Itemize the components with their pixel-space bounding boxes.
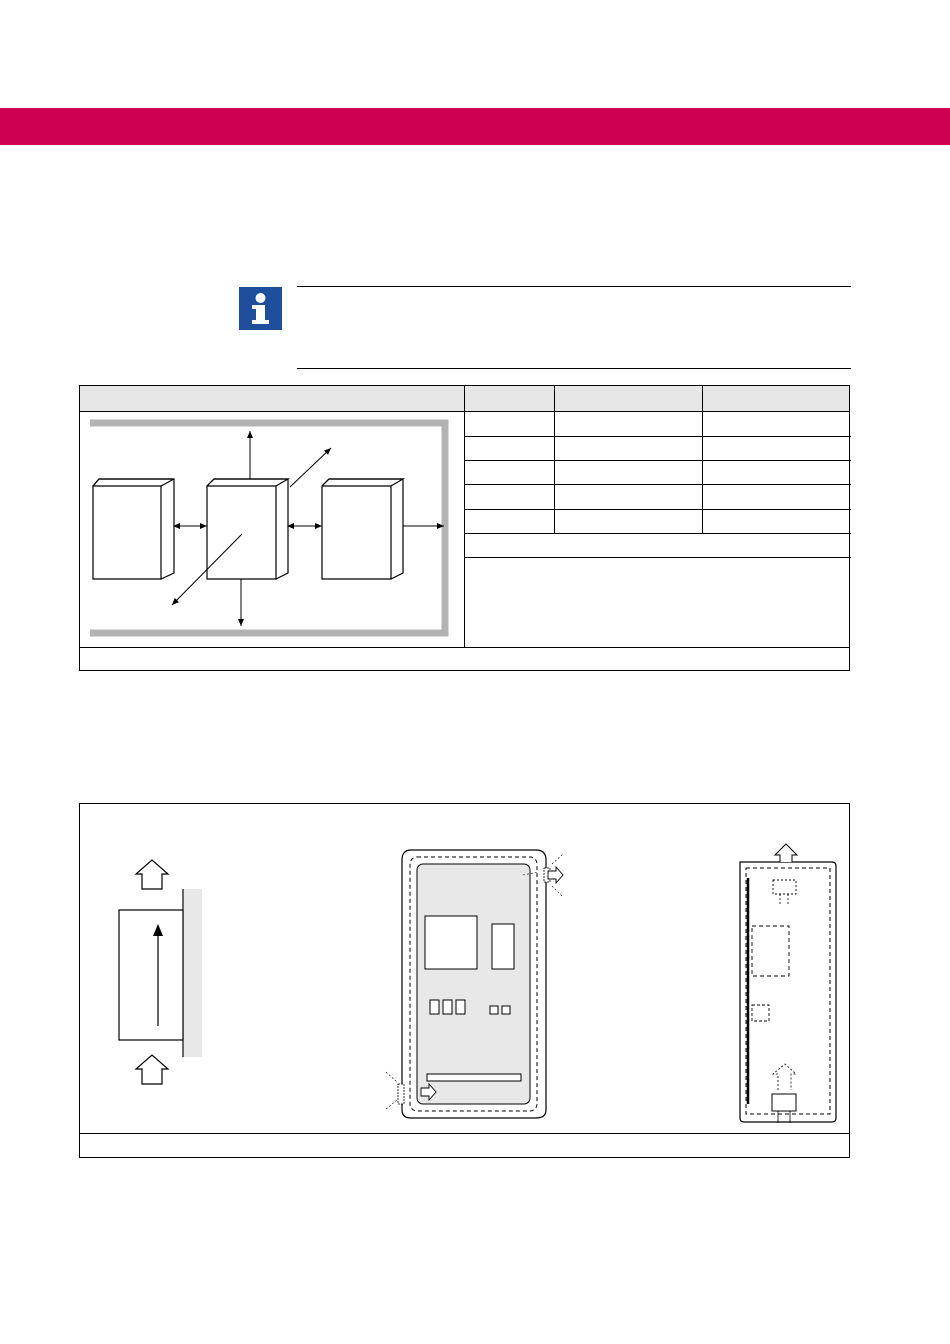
table-row [465,533,851,534]
left-box [93,479,174,579]
table-row [465,484,851,485]
table-row [465,509,851,510]
right-box [322,479,403,579]
airflow-side-view [110,854,220,1094]
note-top-rule [297,286,851,287]
clearance-table [79,385,850,671]
table-row [465,436,851,437]
clearance-diagram [80,412,465,647]
cabinet-front-view [380,844,580,1124]
table-row [465,460,851,461]
cabinet-side-view [732,842,840,1132]
center-box [207,479,288,579]
info-icon [239,287,282,330]
header-accent-bar [0,108,950,145]
table-footer [80,1133,849,1158]
table-row [465,557,851,558]
table-footer [80,647,849,671]
airflow-figure-table [79,803,850,1158]
note-bottom-rule [297,368,851,369]
